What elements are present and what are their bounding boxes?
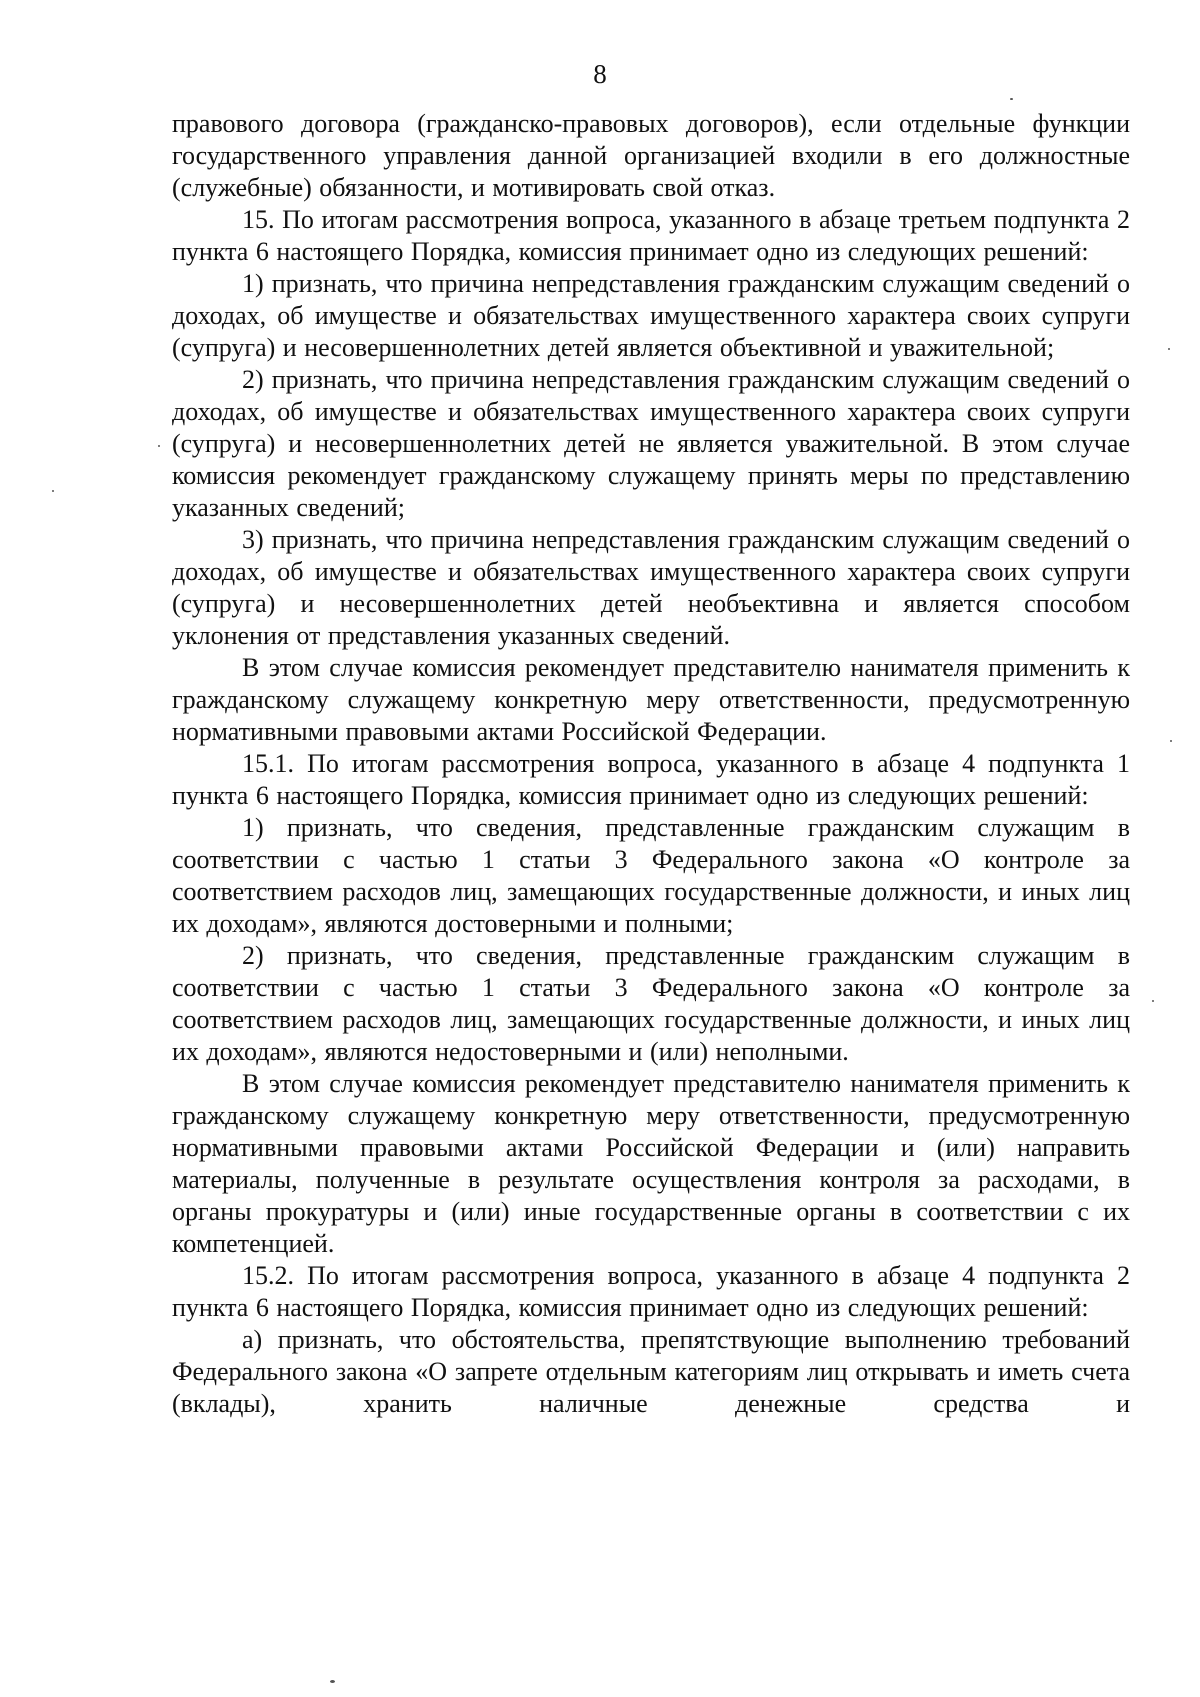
paragraph: 2) признать, что причина непредставления гражданским служащим сведений о доходах, об имуществе и обязательствах имущественного характера своих супруги (супруга) и несовершеннолетних детей не является уважительной. В этом случае комиссия рекомендует гражданскому служащему принять меры по представлению указанных сведений;	[172, 365, 1130, 522]
paragraph: В этом случае комиссия рекомендует представителю нанимателя применить к гражданскому служащему конкретную меру ответственности, предусмотренную нормативными правовыми актами Российской Федерации.	[172, 653, 1130, 746]
paragraph: В этом случае комиссия рекомендует представителю нанимателя применить к гражданскому служащему конкретную меру ответственности, предусмотренную нормативными правовыми актами Российской Федерации и (или) направить материалы, полученные в результате осуществления контроля за расходами, в органы прокуратуры и (или) иные государственные органы в соответствии с их компетенцией.	[172, 1069, 1130, 1258]
document-body	[172, 108, 1130, 1420]
scan-speck	[52, 490, 54, 492]
paragraph: правового договора (гражданско-правовых договоров), если отдельные функции государственного управления данной организацией входили в его должностные (служебные) обязанности, и мотивировать свой отказ.	[172, 109, 1130, 202]
paragraph: 3) признать, что причина непредставления гражданским служащим сведений о доходах, об имуществе и обязательствах имущественного характера своих супруги (супруга) и несовершеннолетних детей необъективна и является способом уклонения от представления указанных сведений.	[172, 525, 1130, 650]
paragraph: 15.2. По итогам рассмотрения вопроса, указанного в абзаце 4 подпункта 2 пункта 6 настоящего Порядка, комиссия принимает одно из следующих решений:	[172, 1261, 1130, 1322]
scan-speck	[1170, 740, 1172, 742]
paragraph-continued: а) признать, что обстоятельства, препятствующие выполнению требований Федерального закона «О запрете отдельным категориям лиц открывать и иметь счета (вклады), хранить наличные денежные средства и	[172, 1325, 1130, 1418]
paragraph: 15.1. По итогам рассмотрения вопроса, указанного в абзаце 4 подпункта 1 пункта 6 настоящего Порядка, комиссия принимает одно из следующих решений:	[172, 749, 1130, 810]
scan-speck	[1010, 98, 1013, 100]
paragraph: 1) признать, что сведения, представленные гражданским служащим в соответствии с частью 1 статьи 3 Федерального закона «О контроле за соответствием расходов лиц, замещающих государственные должности, и иных лиц их доходам», являются достоверными и полными;	[172, 813, 1130, 938]
scan-speck	[1152, 1000, 1154, 1002]
paragraph: 1) признать, что причина непредставления гражданским служащим сведений о доходах, об имуществе и обязательствах имущественного характера своих супруги (супруга) и несовершеннолетних детей является объективной и уважительной;	[172, 269, 1130, 362]
scan-speck	[158, 445, 160, 447]
scan-speck	[1168, 348, 1170, 350]
scan-speck	[330, 1680, 335, 1683]
paragraph: 2) признать, что сведения, представленные гражданским служащим в соответствии с частью 1 статьи 3 Федерального закона «О контроле за соответствием расходов лиц, замещающих государственные должности, и иных лиц их доходам», являются недостоверными и (или) неполными.	[172, 941, 1130, 1066]
page-number: 8	[593, 59, 607, 89]
paragraph: 15. По итогам рассмотрения вопроса, указанного в абзаце третьем подпункта 2 пункта 6 настоящего Порядка, комиссия принимает одно из следующих решений:	[172, 205, 1130, 266]
